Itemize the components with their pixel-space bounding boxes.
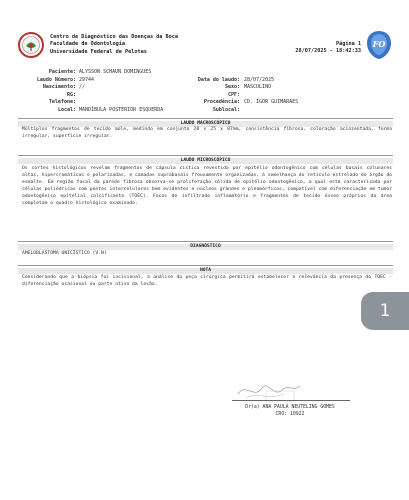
header-line-3: Universidade Federal de Pelotas — [50, 48, 147, 55]
divider — [18, 155, 393, 156]
report-date-label: Data do laudo: — [197, 76, 240, 83]
page-number-badge[interactable]: 1 — [361, 292, 409, 330]
patient-row — [18, 77, 393, 85]
micro-section-text: Os cortes histológicos revelam fragmentos de cápsula cística revestida por epitélio odontogênico com células basais colunares altas, hipercromáticas e polarizadas, e camadas suprabasais frouxamente organizadas, à semelhança do retículo estrelado do órgão do esmalte. Em região focal da parede fibrosa observa-se proliferação sólida de epitélio odontogênico, a qual está caracterizada por células poliédricas com pontes intercelulares bem evidentes e núcleos grandes e pleomórficos, compatível com diferenciação em tumor odontogênico epitelial calcificante (TOEC). Focos de infiltrado inflamatório e fragmentos de tecido ósseo próprios da área completam o quadro histológico examinado. — [22, 166, 392, 206]
page-label: Página 1 — [336, 41, 361, 47]
location-value: MANDÍBULA POSTERIOR ESQUERDA — [79, 106, 164, 113]
report-number-label: Laudo Número: — [36, 76, 76, 83]
divider — [18, 118, 393, 119]
birth-date-value: // — [79, 84, 86, 91]
svg-text:FO: FO — [372, 39, 386, 49]
header-institution — [50, 34, 178, 56]
diagnosis-text: AMELOBLASTOMA UNICÍSTICO (V.N) — [22, 251, 107, 256]
report-datetime: 28/07/2025 - 18:42:33 — [295, 48, 361, 55]
institution-logo-icon — [18, 32, 44, 58]
signature-line — [232, 400, 350, 401]
report-number-value: 29744 — [79, 76, 95, 83]
location-label: Local: — [57, 106, 76, 113]
header-line-1: Centro de Diagnóstico das Doenças da Boca — [50, 34, 179, 40]
signature-block — [220, 404, 360, 418]
header-page-info — [295, 41, 361, 56]
note-text: Considerando que a biópsia foi incisional, a análise da peça cirúrgica permitirá estabelecer a relevância da presença do TOEC - diferenciação ocasional ou parte ativa da lesão. — [22, 275, 392, 287]
patient-name-value: ALYSSON SCHAUN DOMINGUES — [79, 69, 152, 75]
patient-name-label: Paciente: — [48, 69, 76, 75]
patient-row — [18, 69, 393, 77]
macro-section-text: Múltiplos fragmentos de tecido mole, medindo em conjunto 20 x 25 x 07mm, consistência fibrosa, coloração acinzentada, forma irregular, superfície irregular. — [22, 127, 392, 139]
sublocation-label: Sublocal: — [212, 106, 240, 113]
signer-cro: CRO: 10922 — [275, 412, 305, 417]
patient-row — [18, 84, 393, 92]
sex-value: MASCULINO — [244, 84, 272, 91]
report-header — [18, 30, 393, 64]
origin-value: CD. IGOR GUIMARAES — [244, 99, 299, 106]
faculty-logo-icon — [365, 30, 393, 60]
macro-section-title: LAUDO MACROSCÓPICO — [18, 121, 393, 127]
phone-label: Telefone: — [48, 99, 76, 106]
micro-section-title: LAUDO MICROSCÓPICO — [18, 158, 393, 164]
divider — [18, 241, 393, 242]
cpf-label: CPF: — [227, 91, 240, 98]
patient-row — [18, 107, 393, 115]
signer-name: Dr(a) ANA PAULA NEUTELING GOMES — [245, 405, 335, 410]
header-line-2: Faculdade de Odontologia — [50, 41, 125, 48]
birth-date-label: Nascimento: — [42, 84, 76, 91]
patient-row — [18, 99, 393, 107]
report-date-value: 28/07/2025 — [244, 76, 275, 83]
origin-label: Procedência: — [203, 99, 240, 106]
note-title: NOTA — [18, 268, 393, 274]
divider — [18, 265, 393, 266]
rg-label: RG: — [66, 91, 76, 98]
sex-label: Sexo: — [224, 84, 240, 91]
diagnosis-title: DIAGNÓSTICO — [18, 244, 393, 250]
patient-info — [18, 69, 393, 115]
